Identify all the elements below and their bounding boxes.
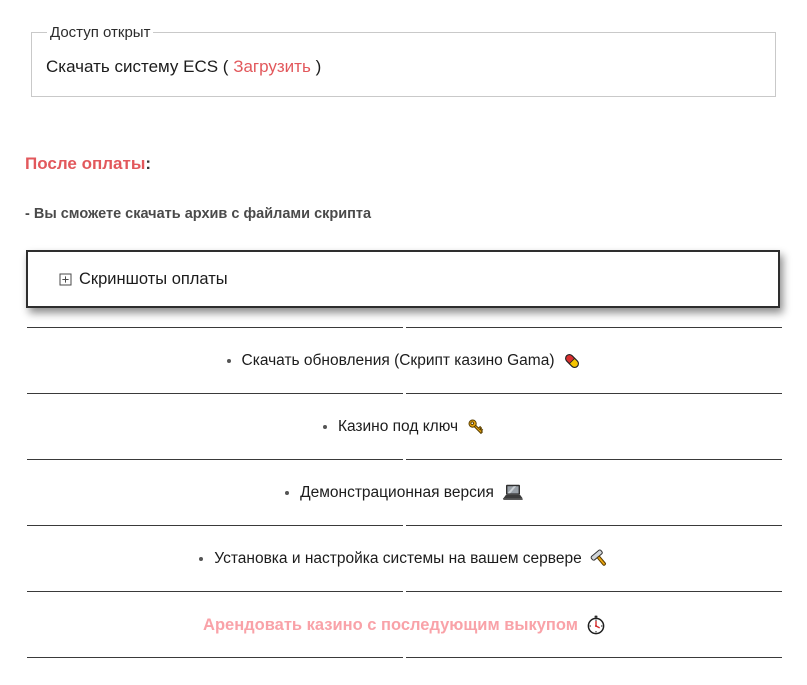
clock-icon [586,615,606,635]
access-panel [31,24,776,97]
plus-box-icon [59,273,72,286]
bullet-dot [285,491,289,495]
hammer-icon [590,549,610,569]
access-panel-legend: Доступ открыт [50,24,151,41]
service-menu [27,327,782,658]
after-payment-heading-text: После оплаты [25,154,146,173]
bullet-dot [227,359,231,363]
menu-item-rent[interactable] [27,592,782,657]
download-line-closing: ) [315,57,322,76]
menu-item-label: Демонстрационная версия [300,483,494,501]
menu-item-label: Казино под ключ [337,417,459,435]
key-icon [466,417,486,437]
menu-item-updates[interactable] [27,328,782,393]
payment-screenshots-label: Скриншоты оплаты [79,269,228,288]
menu-item-label: Арендовать казино с последующим выкупом [203,615,578,634]
menu-item-turnkey[interactable] [27,394,782,459]
menu-item-demo[interactable] [27,460,782,525]
after-payment-note: - Вы сможете скачать архив с файлами скрипта [25,206,372,222]
download-line [46,56,761,78]
menu-item-install[interactable] [27,526,782,591]
menu-item-label: Скачать обновления (Скрипт казино Gama) [241,351,555,369]
row-divider [27,657,782,658]
download-link[interactable]: Загрузить [233,57,311,76]
page [0,24,807,658]
payment-screenshots-expander[interactable] [26,250,780,308]
laptop-icon [502,484,524,501]
menu-item-label: Установка и настройка системы на вашем сервере [214,549,582,567]
bullet-dot [199,557,203,561]
after-payment-heading-colon: : [145,154,152,173]
after-payment-heading [25,155,807,173]
pill-icon [562,351,582,371]
download-line-text: Скачать систему ECS ( [46,57,229,76]
bullet-dot [323,425,327,429]
